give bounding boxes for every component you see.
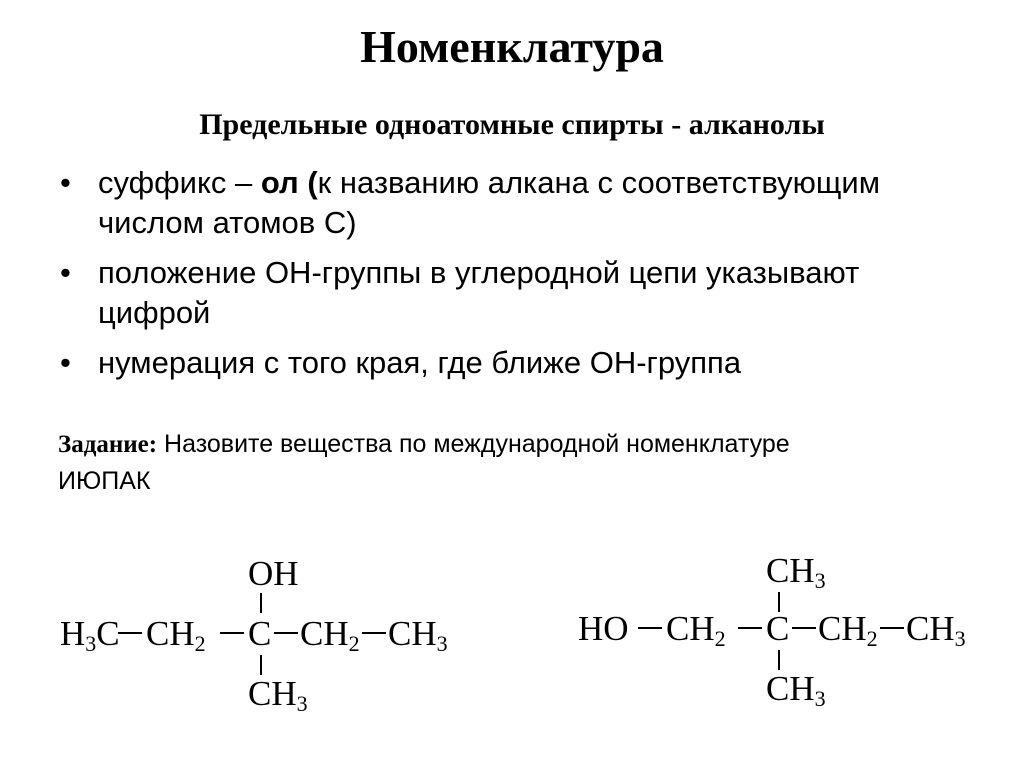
formula2-ch3-top: CH3 bbox=[766, 551, 826, 593]
bullet-icon: • bbox=[60, 255, 71, 290]
list-item bbox=[58, 163, 958, 243]
list-item bbox=[58, 343, 958, 383]
rule-position: положение ОН-группы в углеродной цепи указывают цифрой bbox=[98, 255, 860, 330]
rule-suffix-pre: суффикс – bbox=[98, 165, 261, 200]
formula1-ch3-bottom: CH3 bbox=[248, 674, 308, 715]
rule-suffix-bold: ол ( bbox=[260, 165, 318, 200]
task-text: Назовите вещества по международной номенклатуре ИЮПАК bbox=[58, 430, 790, 495]
page-subtitle: Предельные одноатомные спирты - алканолы bbox=[199, 108, 825, 141]
rules-list bbox=[58, 163, 958, 393]
bullet-icon: • bbox=[60, 165, 71, 200]
formula2-ch3-end: CH3 bbox=[906, 609, 966, 651]
formula1-central-c: C bbox=[248, 614, 272, 653]
formula2-ho-group: HO bbox=[578, 609, 629, 648]
formula1-oh-group: OH bbox=[248, 554, 299, 593]
formula2-ch3-bottom: CH3 bbox=[766, 669, 826, 710]
formula1-ch2-a: CH2 bbox=[146, 614, 206, 656]
structural-formula-1 bbox=[60, 545, 480, 715]
structural-formula-2 bbox=[578, 540, 998, 710]
task-label: Задание: bbox=[58, 431, 158, 458]
list-item bbox=[58, 253, 958, 333]
formula2-ch2-b: CH2 bbox=[818, 609, 878, 651]
bullet-icon: • bbox=[60, 345, 71, 380]
rule-numbering: нумерация с того края, где ближе ОН-группа bbox=[98, 345, 742, 380]
formula2-central-c: C bbox=[766, 609, 790, 648]
rule-suffix-post: к названию алкана с соответствующим числом атомов С) bbox=[98, 165, 881, 240]
formula1-ch3-end: CH3 bbox=[388, 614, 448, 656]
formula1-ch2-b: CH2 bbox=[300, 614, 360, 656]
page-title: Номенклатура bbox=[360, 21, 664, 72]
formula2-ch2-a: CH2 bbox=[666, 609, 726, 651]
task-block bbox=[58, 426, 838, 499]
formula1-main-chain: H3C bbox=[60, 614, 120, 656]
